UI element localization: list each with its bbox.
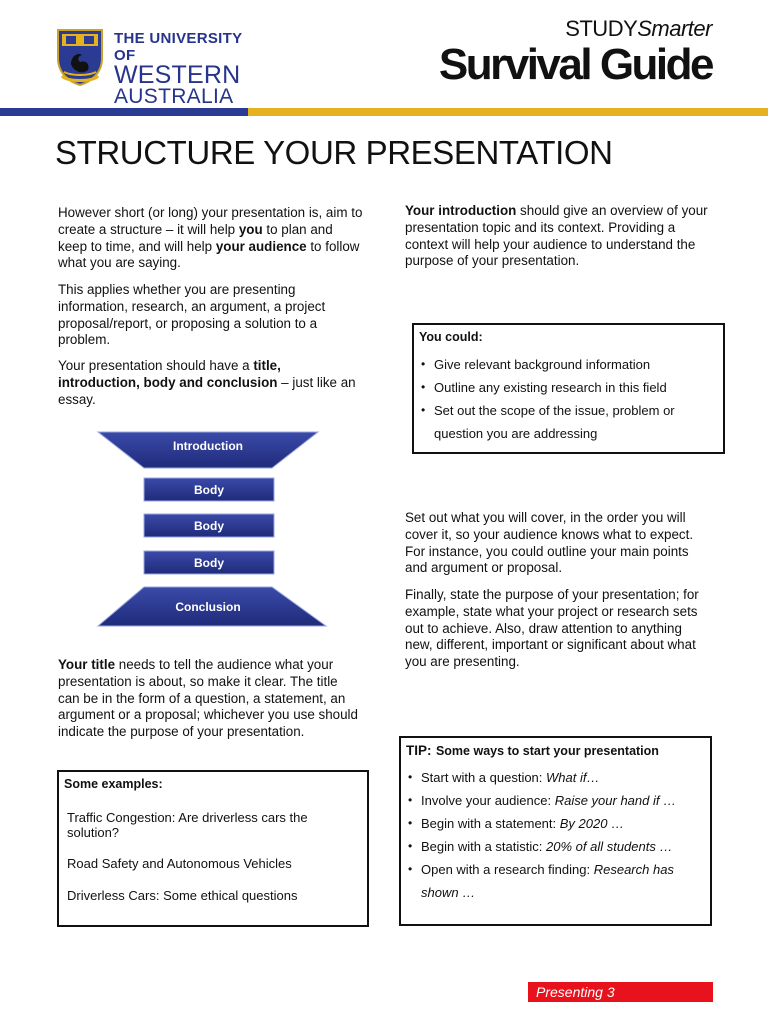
applies-paragraph: This applies whether you are presenting information, research, an argument, a project proposal/report, or proposing a solution to a problem. [58,282,326,348]
header-band-gold [248,108,768,116]
bold-text: you [238,221,263,237]
university-name-line3: AUSTRALIA [114,85,234,108]
tip-label: TIP: [406,743,432,758]
text-span: Begin with a statistic: [421,839,546,854]
brand-smarter: Smarter [637,16,712,41]
text-span: Your presentation should have a [58,358,254,373]
text-span: to follow what you are saying. [58,238,360,271]
page-footer-tag: Presenting 3 [528,982,713,1002]
header-band-blue [0,108,248,116]
text-span: – just like an essay. [58,374,356,407]
you-could-list [419,353,715,445]
presentation-structure-diagram [96,430,328,630]
purpose-paragraph: Finally, state the purpose of your presentation; for example, state what your project or research sets out to achieve. Also, draw attention to anything new, different, important or significant about what you are presenting. [405,587,699,670]
list-item [406,789,704,812]
list-item [406,812,704,835]
bold-text: title, introduction, body and conclusion [58,358,281,390]
cover-paragraph: Set out what you will cover, in the order you will cover it, so your audience knows what to expect. For instance, you could outline your main points and argument or proposal. [405,510,694,576]
tip-heading: Some ways to start your presentation [435,744,659,758]
text-span: Start with a question: [421,770,547,785]
italic-example: By 2020 … [559,816,625,831]
university-name-line2: WESTERN [114,61,241,89]
body-label-2: Body [194,519,224,533]
introduction-paragraph [405,203,710,270]
text-span: should give an overview of your presentation topic and its context. Providing a context will help your audience to understand the purpose of your presentation. [405,203,708,269]
italic-example: What if… [546,770,600,785]
body-label-1: Body [194,483,224,497]
brand-study: STUDY [565,16,638,41]
text-span: Involve your audience: [421,793,555,808]
tip-box [399,736,712,926]
university-name-line1: THE UNIVERSITY OF [114,30,243,64]
bold-text: your audience [215,238,307,254]
list-item [406,858,704,904]
introduction-label: Introduction [173,439,243,453]
italic-example: 20% of all students … [546,839,673,854]
text-span: However short (or long) your presentation is, aim to create a structure – it will help [58,205,363,237]
tip-header [406,742,659,760]
text-span: Open with a research finding: [421,862,594,877]
list-item: • Set out the scope of the issue, problem or question you are addressing [419,399,715,445]
example-item: Traffic Congestion: Are driverless cars the solution? [67,810,308,840]
study-smarter-brand [565,16,712,42]
structure-paragraph [58,358,360,408]
conclusion-label: Conclusion [175,600,241,614]
intro-paragraph [58,205,364,272]
body-label-3: Body [194,556,224,570]
example-item: Road Safety and Autonomous Vehicles [67,856,292,871]
examples-box [57,770,369,927]
list-item [406,835,704,858]
tip-list [406,766,704,904]
bold-text: Your title [58,657,116,672]
italic-example: Research has shown … [421,862,674,900]
bold-text: Your introduction [405,203,517,218]
title-paragraph [58,657,360,741]
example-item: Driverless Cars: Some ethical questions [67,888,298,903]
list-item [406,766,704,789]
italic-example: Raise your hand if … [554,793,677,808]
page-title: STRUCTURE YOUR PRESENTATION [55,134,613,171]
list-item: • Outline any existing research in this field [419,376,715,399]
you-could-box [412,323,725,454]
text-span: needs to tell the audience what your presentation is about, so make it clear. The title can be in the form of a question, a statement, an argument or a proposal; whichever you use should indicate the purpose of your presentation. [58,657,358,740]
survival-guide-brand: Survival Guide [438,40,712,89]
you-could-heading: You could: [419,330,483,344]
university-crest-icon [56,28,104,86]
university-logo [56,28,246,108]
list-item: • Give relevant background information [419,353,715,376]
examples-heading: Some examples: [64,777,163,791]
text-span: to plan and keep to time, and will help [58,221,333,254]
text-span: Begin with a statement: [421,816,560,831]
